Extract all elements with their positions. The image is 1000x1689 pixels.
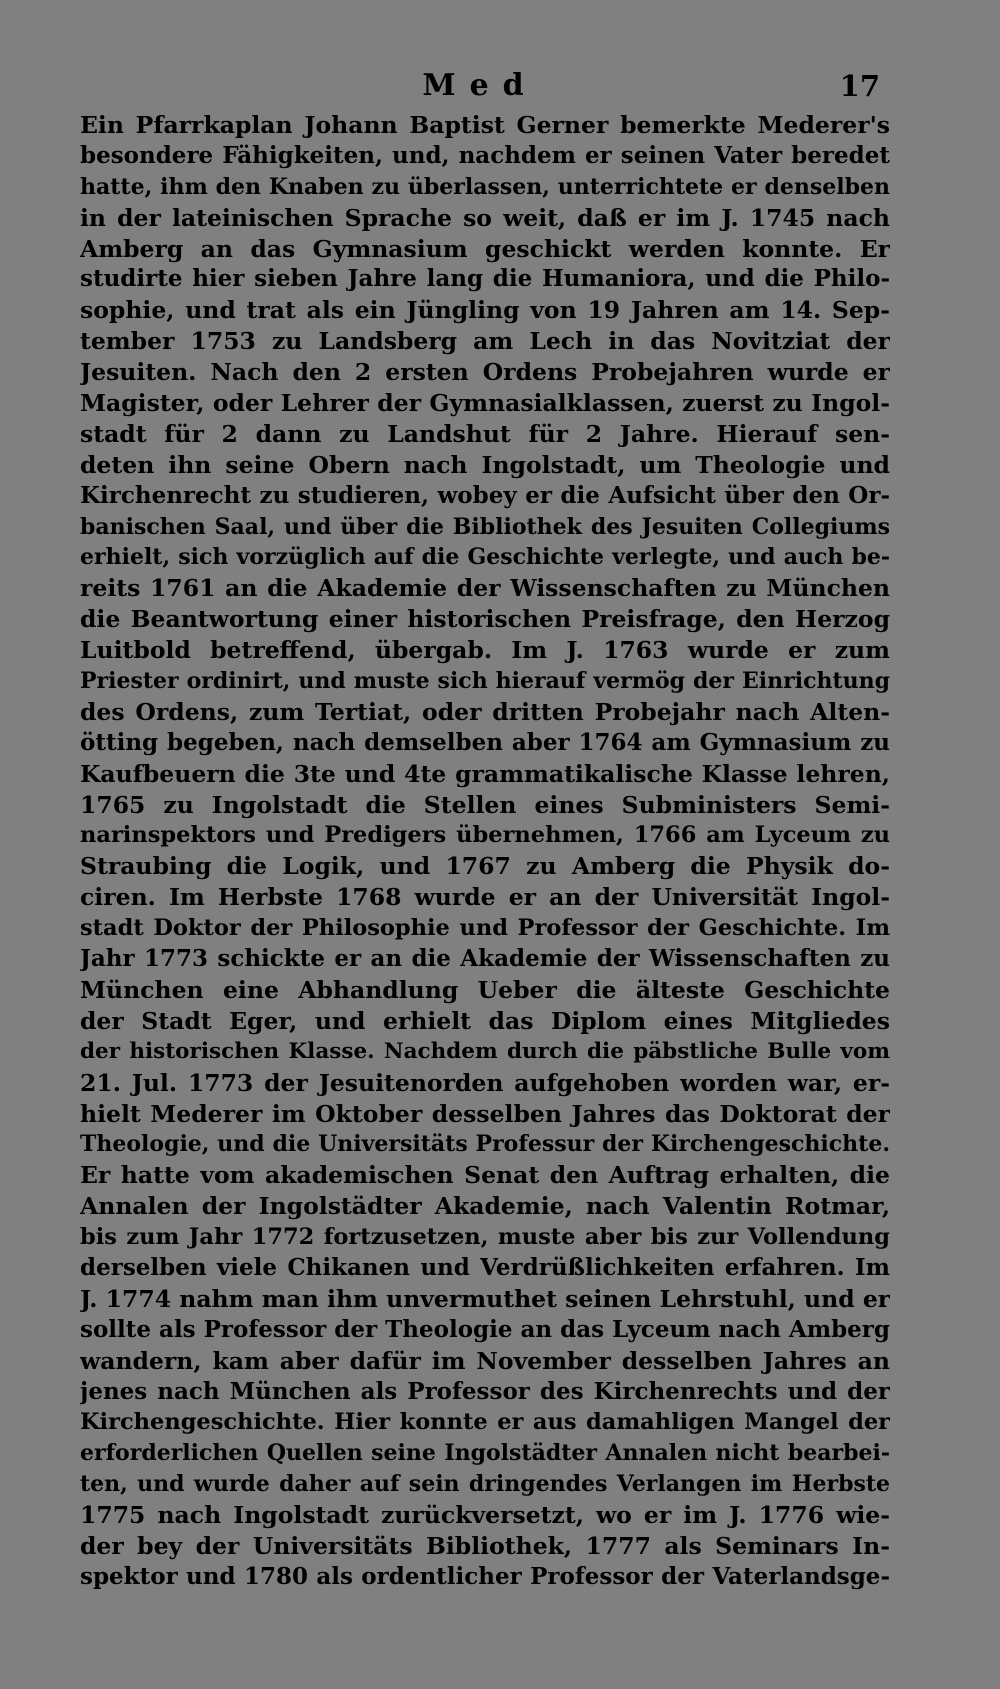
text-line: spektor und 1780 als ordentlicher Professor der Vaterlandsge- bbox=[80, 1562, 890, 1590]
text-line: Ein Pfarrkaplan Johann Baptist Gerner bemerkte Mederer's bbox=[80, 111, 890, 139]
page-header bbox=[80, 66, 880, 106]
text-line: derselben viele Chikanen und Verdrüßlichkeiten erfahren. Im bbox=[80, 1253, 890, 1281]
text-line: Annalen der Ingolstädter Akademie, nach Valentin Rotmar, bbox=[80, 1192, 890, 1221]
text-line: sophie, und trat als ein Jüngling von 19 Jahren am 14. Sep- bbox=[80, 296, 890, 325]
text-line: in der lateinischen Sprache so weit, daß er im J. 1745 nach bbox=[80, 203, 890, 232]
text-line: ötting begeben, nach demselben aber 1764 am Gymnasium zu bbox=[80, 728, 890, 756]
text-line: 1765 zu Ingolstadt die Stellen eines Subministers Semi- bbox=[80, 790, 890, 819]
text-line: Er hatte vom akademischen Senat den Auftrag erhalten, die bbox=[80, 1161, 890, 1190]
text-line: tember 1753 zu Landsberg am Lech in das Novitziat der bbox=[80, 327, 890, 356]
text-line: Amberg an das Gymnasium geschickt werden konnte. Er bbox=[80, 234, 890, 263]
text-line: der bey der Universitäts Bibliothek, 1777 als Seminars In- bbox=[80, 1531, 890, 1560]
text-line: hatte, ihm den Knaben zu überlassen, unterrichtete er denselben bbox=[80, 173, 890, 200]
text-line: Magister, oder Lehrer der Gymnasialklassen, zuerst zu Ingol- bbox=[80, 389, 890, 418]
text-line: erhielt, sich vorzüglich auf die Geschichte verlegte, und auch be- bbox=[80, 544, 890, 571]
text-line: hielt Mederer im Oktober desselben Jahres das Doktorat der bbox=[80, 1099, 890, 1128]
text-line: sollte als Professor der Theologie an das Lyceum nach Amberg bbox=[80, 1315, 890, 1343]
text-line: reits 1761 an die Akademie der Wissenschaften zu München bbox=[80, 574, 890, 603]
text-line: Kirchenrecht zu studieren, wobey er die Aufsicht über den Or- bbox=[80, 481, 890, 509]
running-head: Med bbox=[422, 68, 538, 103]
text-line: wandern, kam aber dafür im November desselben Jahres an bbox=[80, 1346, 890, 1375]
text-line: J. 1774 nahm man ihm unvermuthet seinen Lehrstuhl, und er bbox=[80, 1284, 890, 1313]
text-line: Straubing die Logik, und 1767 zu Amberg die Physik do- bbox=[80, 852, 890, 881]
text-line: erforderlichen Quellen seine Ingolstädter Annalen nicht bearbei- bbox=[80, 1440, 890, 1467]
text-line: Kaufbeuern die 3te und 4te grammatikalische Klasse lehren, bbox=[80, 759, 890, 788]
text-line: Luitbold betreffend, übergab. Im J. 1763 wurde er zum bbox=[80, 636, 890, 665]
text-line: narinspektors und Predigers übernehmen, 1766 am Lyceum zu bbox=[80, 822, 890, 849]
text-line: München eine Abhandlung Ueber die älteste Geschichte bbox=[80, 975, 890, 1004]
text-line: stadt für 2 dann zu Landshut für 2 Jahre. Hierauf sen- bbox=[80, 419, 890, 448]
text-line: stadt Doktor der Philosophie und Professor der Geschichte. Im bbox=[80, 915, 890, 942]
text-line: Priester ordinirt, und muste sich hierauf vermög der Einrichtung bbox=[80, 668, 890, 695]
text-line: Jahr 1773 schickte er an die Akademie der Wissenschaften zu bbox=[80, 945, 890, 973]
text-line: bis zum Jahr 1772 fortzusetzen, muste aber bis zur Vollendung bbox=[80, 1224, 890, 1251]
text-line: banischen Saal, und über die Bibliothek des Jesuiten Collegiums bbox=[80, 513, 890, 540]
text-line: deten ihn seine Obern nach Ingolstadt, um Theologie und bbox=[80, 450, 890, 479]
text-line: besondere Fähigkeiten, und, nachdem er seinen Vater beredet bbox=[80, 141, 890, 169]
text-line: ciren. Im Herbste 1768 wurde er an der Universität Ingol- bbox=[80, 883, 890, 912]
text-line: studirte hier sieben Jahre lang die Humaniora, und die Philo- bbox=[80, 265, 890, 293]
page-number: 17 bbox=[839, 69, 880, 103]
text-line: die Beantwortung einer historischen Preisfrage, den Herzog bbox=[80, 605, 890, 634]
text-line: 21. Jul. 1773 der Jesuitenorden aufgehoben worden war, er- bbox=[80, 1068, 890, 1097]
text-line: Theologie, und die Universitäts Professur der Kirchengeschichte. bbox=[80, 1131, 890, 1158]
text-line: 1775 nach Ingolstadt zurückversetzt, wo er im J. 1776 wie- bbox=[80, 1501, 890, 1530]
text-line: der historischen Klasse. Nachdem durch die päbstliche Bulle vom bbox=[80, 1038, 890, 1064]
text-line: des Ordens, zum Tertiat, oder dritten Probejahr nach Alten- bbox=[80, 697, 890, 726]
text-line: Kirchengeschichte. Hier konnte er aus damahligen Mangel der bbox=[80, 1409, 890, 1436]
text-line: jenes nach München als Professor des Kirchenrechts und der bbox=[80, 1377, 890, 1405]
text-line: Jesuiten. Nach den 2 ersten Ordens Probejahren wurde er bbox=[80, 358, 890, 387]
body-text bbox=[80, 110, 890, 1593]
text-line: der Stadt Eger, und erhielt das Diplom eines Mitgliedes bbox=[80, 1006, 890, 1035]
text-line: ten, und wurde daher auf sein dringendes Verlangen im Herbste bbox=[80, 1471, 890, 1498]
